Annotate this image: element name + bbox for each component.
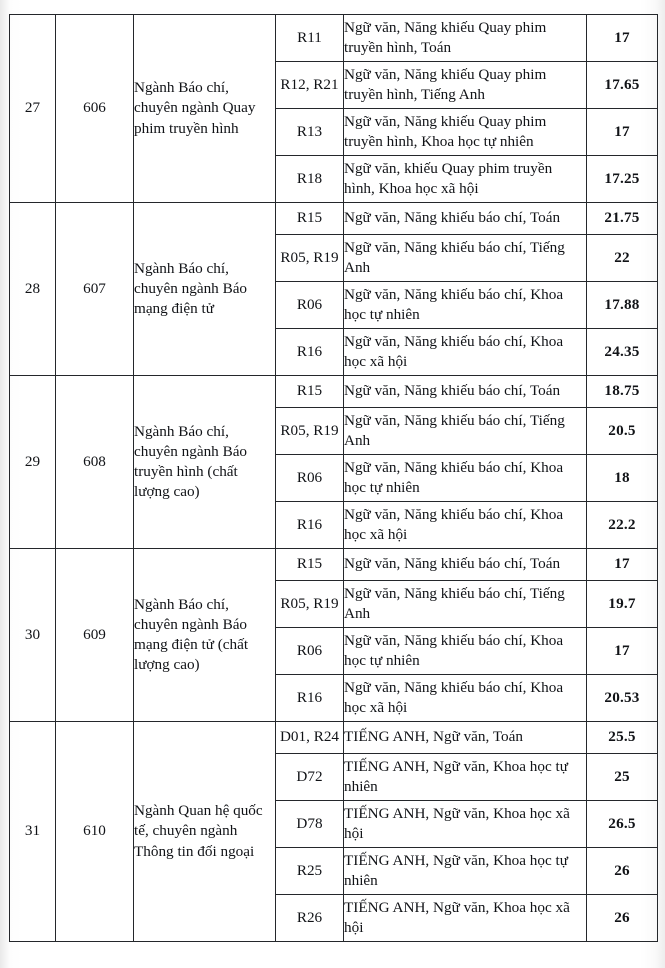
subject-list-cell: TIẾNG ANH, Ngữ văn, Khoa học xã hội xyxy=(344,801,587,848)
subject-list-cell: Ngữ văn, Năng khiếu báo chí, Khoa học tự nhiên xyxy=(344,455,587,502)
benchmark-score-cell: 26.5 xyxy=(587,801,658,848)
subject-list-cell: Ngữ văn, Năng khiếu báo chí, Tiếng Anh xyxy=(344,581,587,628)
benchmark-score-cell: 25.5 xyxy=(587,722,658,754)
benchmark-score-cell: 17.65 xyxy=(587,62,658,109)
table-row xyxy=(10,549,658,581)
subject-block-cell: D72 xyxy=(276,754,344,801)
subject-block-cell: R16 xyxy=(276,502,344,549)
benchmark-score-cell: 26 xyxy=(587,895,658,942)
major-code-cell: 607 xyxy=(56,203,134,376)
subject-list-cell: Ngữ văn, Năng khiếu báo chí, Khoa học tự nhiên xyxy=(344,282,587,329)
subject-block-cell: R05, R19 xyxy=(276,235,344,282)
subject-block-cell: R13 xyxy=(276,109,344,156)
subject-list-cell: TIẾNG ANH, Ngữ văn, Khoa học tự nhiên xyxy=(344,848,587,895)
subject-list-cell: TIẾNG ANH, Ngữ văn, Khoa học xã hội xyxy=(344,895,587,942)
subject-block-cell: D01, R24 xyxy=(276,722,344,754)
benchmark-score-cell: 17 xyxy=(587,15,658,62)
major-code-cell: 608 xyxy=(56,376,134,549)
benchmark-score-cell: 17.25 xyxy=(587,156,658,203)
row-index-cell: 31 xyxy=(10,722,56,942)
benchmark-score-cell: 26 xyxy=(587,848,658,895)
benchmark-score-cell: 20.53 xyxy=(587,675,658,722)
row-index-cell: 30 xyxy=(10,549,56,722)
subject-list-cell: Ngữ văn, Năng khiếu báo chí, Khoa học xã hội xyxy=(344,675,587,722)
benchmark-score-cell: 20.5 xyxy=(587,408,658,455)
benchmark-score-cell: 17 xyxy=(587,549,658,581)
subject-block-cell: R06 xyxy=(276,455,344,502)
major-name-cell: Ngành Báo chí, chuyên ngành Quay phim truyền hình xyxy=(134,15,276,203)
row-index-cell: 29 xyxy=(10,376,56,549)
benchmark-score-cell: 17.88 xyxy=(587,282,658,329)
subject-block-cell: D78 xyxy=(276,801,344,848)
admission-score-table xyxy=(9,14,658,942)
benchmark-score-cell: 18 xyxy=(587,455,658,502)
subject-block-cell: R12, R21 xyxy=(276,62,344,109)
subject-block-cell: R05, R19 xyxy=(276,581,344,628)
major-name-cell: Ngành Báo chí, chuyên ngành Báo truyền hình (chất lượng cao) xyxy=(134,376,276,549)
admission-score-table-container xyxy=(9,14,657,956)
table-row xyxy=(10,722,658,754)
subject-block-cell: R15 xyxy=(276,549,344,581)
subject-block-cell: R16 xyxy=(276,329,344,376)
benchmark-score-cell: 21.75 xyxy=(587,203,658,235)
subject-list-cell: Ngữ văn, Năng khiếu Quay phim truyền hình, Khoa học tự nhiên xyxy=(344,109,587,156)
subject-list-cell: Ngữ văn, Năng khiếu báo chí, Khoa học xã hội xyxy=(344,329,587,376)
subject-list-cell: Ngữ văn, Năng khiếu báo chí, Toán xyxy=(344,376,587,408)
benchmark-score-cell: 17 xyxy=(587,628,658,675)
subject-block-cell: R16 xyxy=(276,675,344,722)
row-index-cell: 28 xyxy=(10,203,56,376)
table-row xyxy=(10,376,658,408)
benchmark-score-cell: 25 xyxy=(587,754,658,801)
subject-list-cell: Ngữ văn, Năng khiếu báo chí, Toán xyxy=(344,549,587,581)
subject-list-cell: Ngữ văn, Năng khiếu báo chí, Khoa học xã hội xyxy=(344,502,587,549)
subject-block-cell: R05, R19 xyxy=(276,408,344,455)
benchmark-score-cell: 19.7 xyxy=(587,581,658,628)
subject-list-cell: TIẾNG ANH, Ngữ văn, Khoa học tự nhiên xyxy=(344,754,587,801)
subject-list-cell: Ngữ văn, Năng khiếu báo chí, Toán xyxy=(344,203,587,235)
subject-list-cell: TIẾNG ANH, Ngữ văn, Toán xyxy=(344,722,587,754)
subject-list-cell: Ngữ văn, Năng khiếu Quay phim truyền hình, Toán xyxy=(344,15,587,62)
benchmark-score-cell: 17 xyxy=(587,109,658,156)
major-code-cell: 610 xyxy=(56,722,134,942)
benchmark-score-cell: 24.35 xyxy=(587,329,658,376)
benchmark-score-cell: 18.75 xyxy=(587,376,658,408)
benchmark-score-cell: 22.2 xyxy=(587,502,658,549)
major-code-cell: 606 xyxy=(56,15,134,203)
major-name-cell: Ngành Quan hệ quốc tế, chuyên ngành Thông tin đối ngoại xyxy=(134,722,276,942)
subject-block-cell: R26 xyxy=(276,895,344,942)
major-name-cell: Ngành Báo chí, chuyên ngành Báo mạng điện tử xyxy=(134,203,276,376)
subject-list-cell: Ngữ văn, Năng khiếu báo chí, Tiếng Anh xyxy=(344,235,587,282)
subject-block-cell: R06 xyxy=(276,282,344,329)
subject-block-cell: R18 xyxy=(276,156,344,203)
table-row xyxy=(10,15,658,62)
subject-block-cell: R25 xyxy=(276,848,344,895)
table-row xyxy=(10,203,658,235)
table-body xyxy=(10,15,658,942)
subject-block-cell: R06 xyxy=(276,628,344,675)
subject-list-cell: Ngữ văn, Năng khiếu Quay phim truyền hình, Tiếng Anh xyxy=(344,62,587,109)
subject-block-cell: R15 xyxy=(276,376,344,408)
subject-block-cell: R11 xyxy=(276,15,344,62)
benchmark-score-cell: 22 xyxy=(587,235,658,282)
subject-list-cell: Ngữ văn, khiếu Quay phim truyền hình, Khoa học xã hội xyxy=(344,156,587,203)
subject-list-cell: Ngữ văn, Năng khiếu báo chí, Khoa học tự nhiên xyxy=(344,628,587,675)
major-name-cell: Ngành Báo chí, chuyên ngành Báo mạng điện tử (chất lượng cao) xyxy=(134,549,276,722)
major-code-cell: 609 xyxy=(56,549,134,722)
row-index-cell: 27 xyxy=(10,15,56,203)
subject-list-cell: Ngữ văn, Năng khiếu báo chí, Tiếng Anh xyxy=(344,408,587,455)
subject-block-cell: R15 xyxy=(276,203,344,235)
